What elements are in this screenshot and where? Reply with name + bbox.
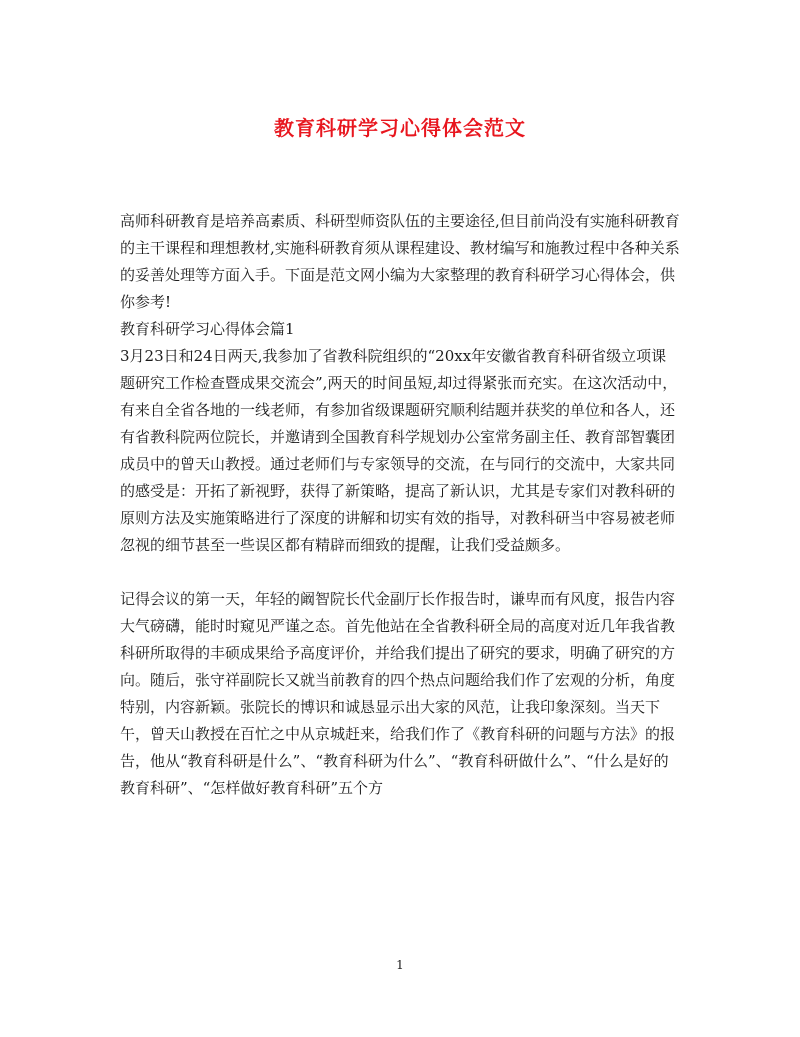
intro-paragraph: 高师科研教育是培养高素质、科研型师资队伍的主要途径,但目前尚没有实施科研教育的主干课程和理想教材,实施科研教育须从课程建设、教材编写和施教过程中各种关系的妥善处理等方面入手。下面是范文网小编为大家整理的教育科研学习心得体会，供你参考! xyxy=(120,212,680,311)
document-body xyxy=(120,208,680,802)
page-number: 1 xyxy=(396,958,404,972)
section-heading: 教育科研学习心得体会篇1 xyxy=(120,320,295,338)
paragraph-spacer xyxy=(120,559,680,586)
body-paragraph-2: 记得会议的第一天，年轻的阚智院长代金副厅长作报告时，谦卑而有风度，报告内容大气磅礴，能时时窥见严谨之态。首先他站在全省教科研全局的高度对近几年我省教科研所取得的丰硕成果给予高度评价，并给我们提出了研究的要求，明确了研究的方向。随后，张守祥副院长又就当前教育的四个热点问题给我们作了宏观的分析，角度特别，内容新颖。张院长的博识和诚恳显示出大家的风范，让我印象深刻。当天下午，曾天山教授在百忙之中从京城赶来，给我们作了《教育科研的问题与方法》的报告，他从“教育科研是什么”、“教育科研为什么”、“教育科研做什么”、“什么是好的教育科研”、“怎样做好教育科研”五个方 xyxy=(120,590,676,797)
document-title: 教育科研学习心得体会范文 xyxy=(274,116,526,140)
body-paragraph-1: 3月23日和24日两天,我参加了省教科院组织的“20xx年安徽省教育科研省级立项课题研究工作检查暨成果交流会”,两天的时间虽短,却过得紧张而充实。在这次活动中，有来自全省各地的一线老师，有参加省级课题研究顺利结题并获奖的单位和各人，还有省教科院两位院长，并邀请到全国教育科学规划办公室常务副主任、教育部智囊团成员中的曾天山教授。通过老师们与专家领导的交流，在与同行的交流中，大家共同的感受是：开拓了新视野，获得了新策略，提高了新认识，尤其是专家们对教科研的原则方法及实施策略进行了深度的讲解和切实有效的指导，对教科研当中容易被老师忽视的细节甚至一些误区都有精辟而细致的提醒，让我们受益颇多。 xyxy=(120,347,678,554)
